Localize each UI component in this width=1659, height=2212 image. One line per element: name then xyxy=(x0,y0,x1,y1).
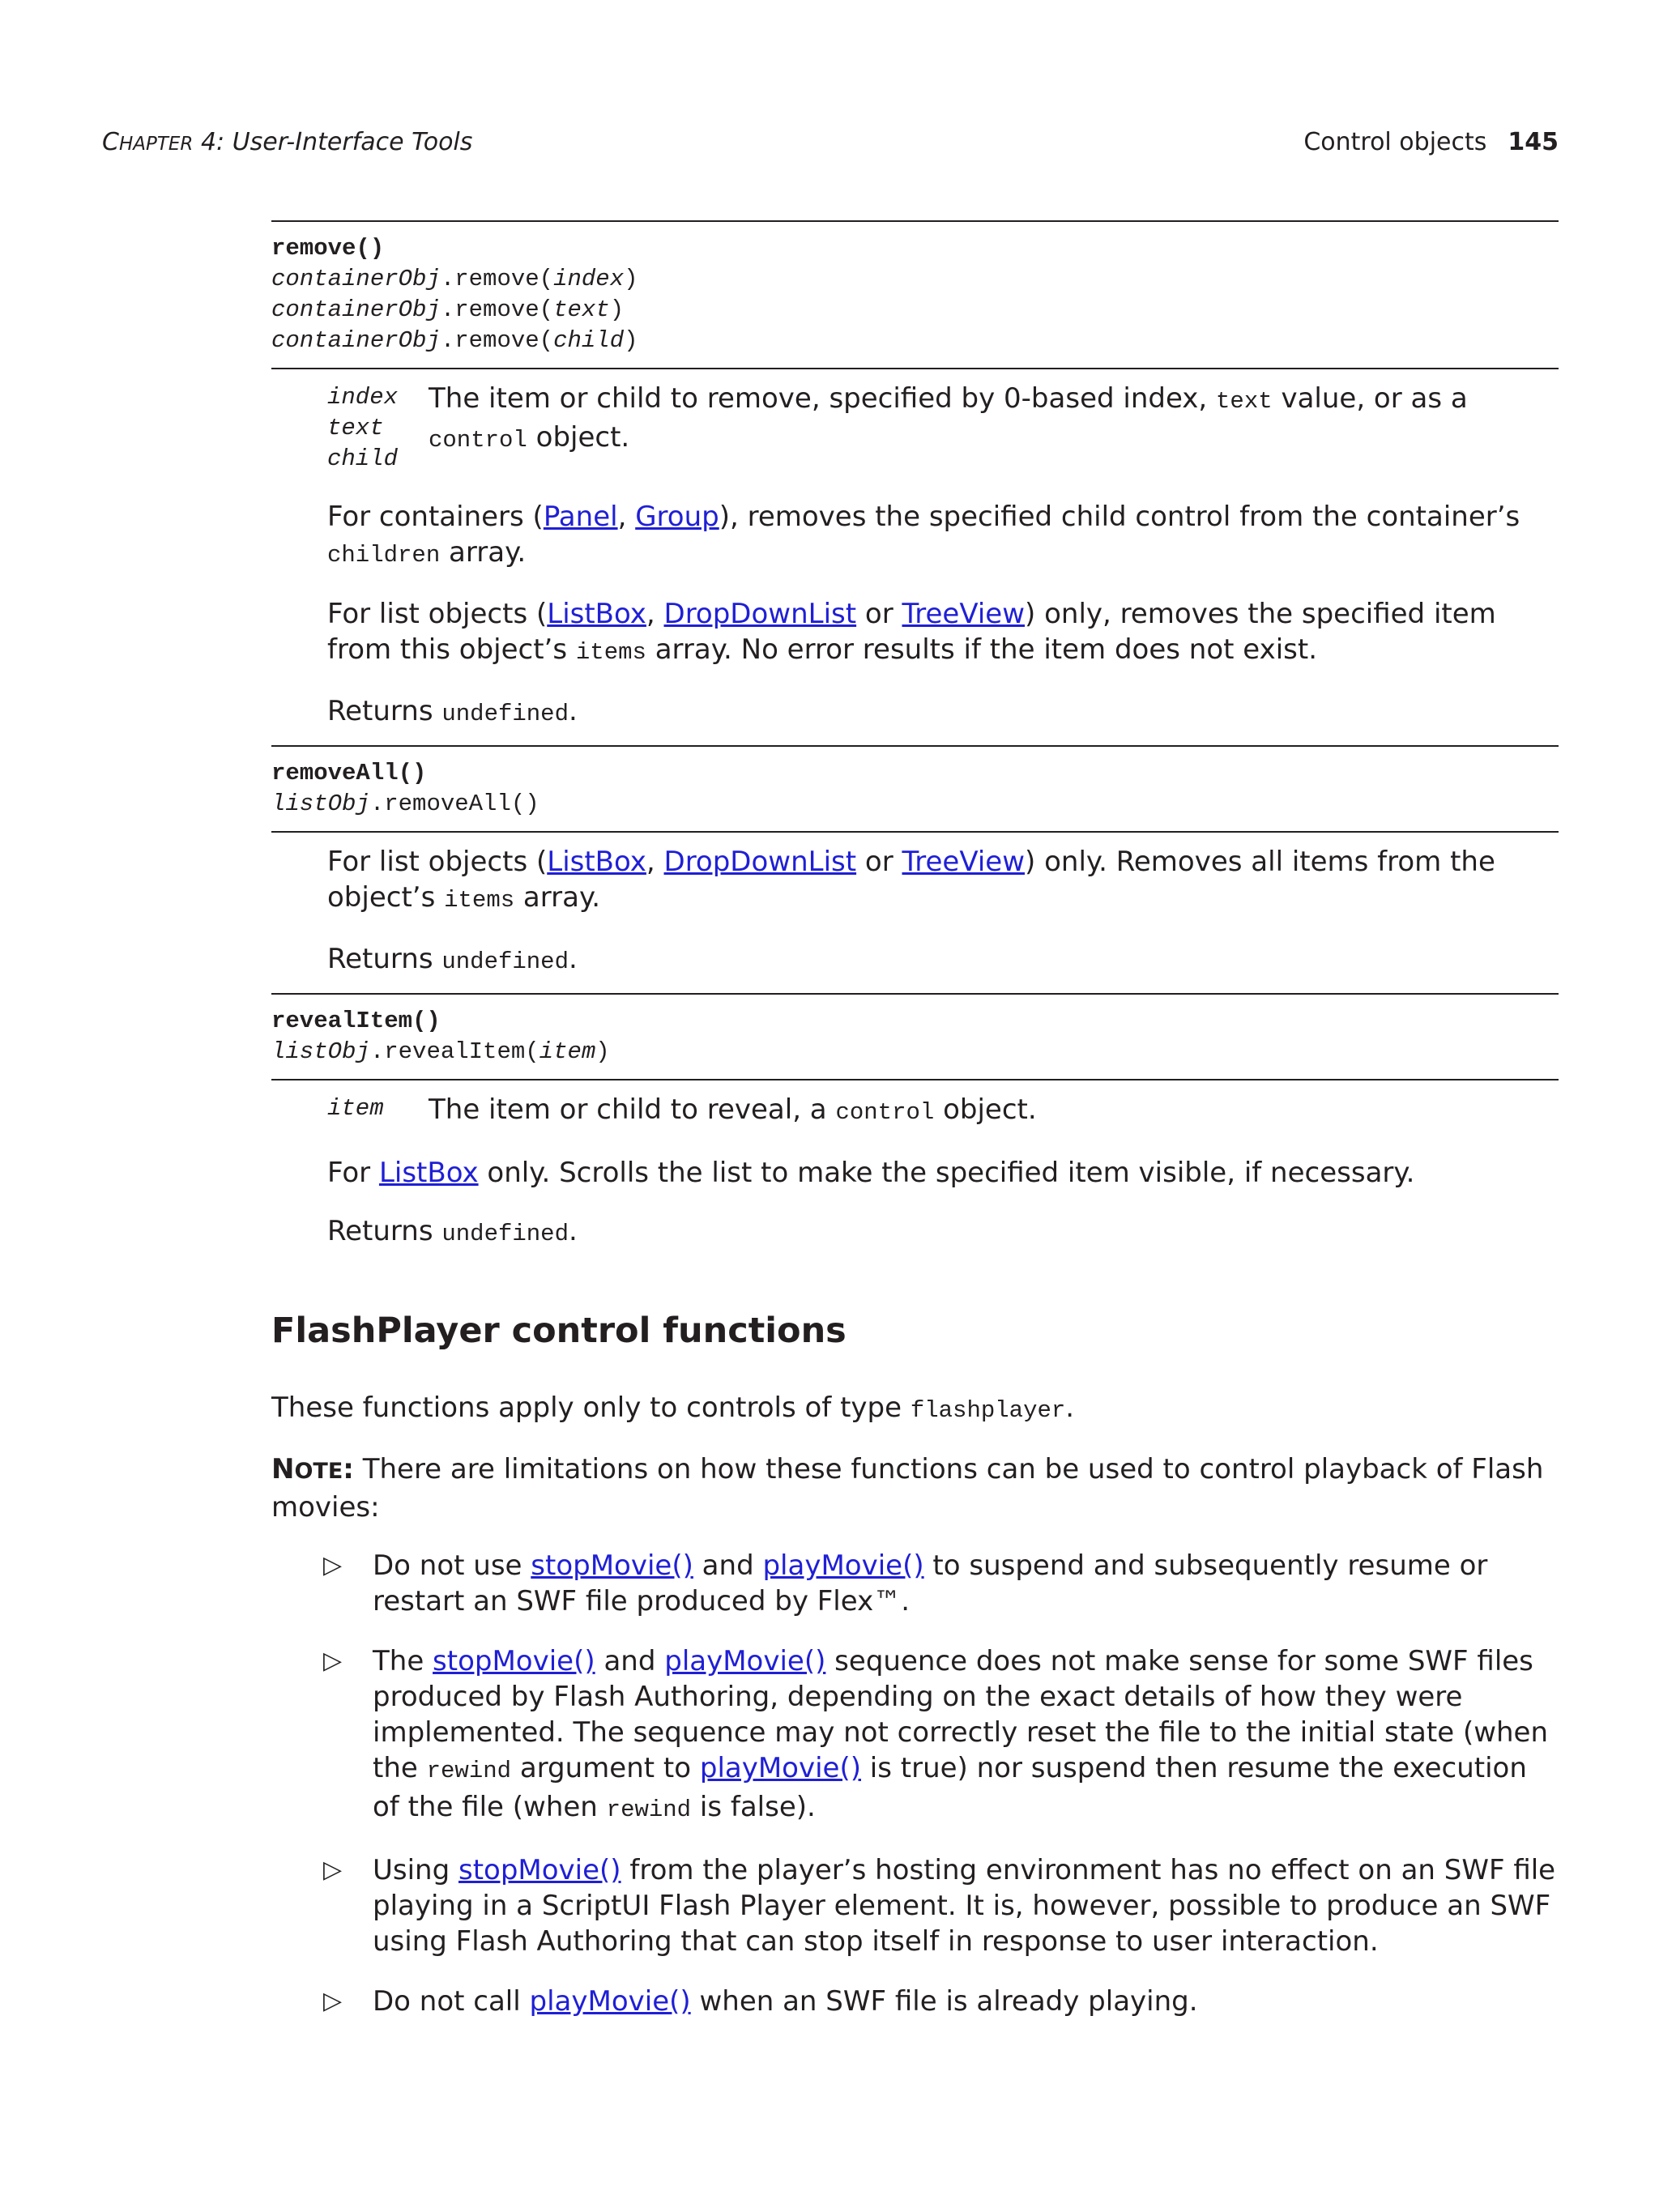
page-content xyxy=(271,220,1559,2044)
page-header xyxy=(102,128,1559,160)
returns-paragraph: Returns undefined. xyxy=(327,1215,578,1247)
removeall-signature: removeAll() listObj.removeAll() xyxy=(271,760,539,817)
section-title: Control objects xyxy=(1303,128,1487,156)
group-link[interactable]: Group xyxy=(635,501,719,533)
param-row xyxy=(327,381,1559,475)
list-item: ▷ The stopMovie() and playMovie() sequence does not make sense for some SWF files produced by Flash Authoring, depending on the exact details of how they were implemented. The sequence may not correctly reset the file to the initial state (when the rewind argument to playMovie() is true) nor suspend then resume the execution of the file (when rewind is false). xyxy=(323,1645,1549,1823)
list-item: ▷ Using stopMovie() from the player’s hosting environment has no effect on an SWF file playing in a ScriptUI Flash Player element. It is, however, possible to produce an SWF using Flash Authoring that can stop itself in response to user interaction. xyxy=(323,1854,1556,1958)
section-heading: FlashPlayer control functions xyxy=(271,1311,847,1351)
triangle-bullet-icon: ▷ xyxy=(323,1551,343,1579)
panel-link[interactable]: Panel xyxy=(543,501,618,533)
page-number: 145 xyxy=(1508,128,1559,156)
returns-paragraph: Returns undefined. xyxy=(327,695,578,727)
treeview-link[interactable]: TreeView xyxy=(902,598,1026,630)
playmovie-link[interactable]: playMovie() xyxy=(699,1752,861,1784)
removeall-description xyxy=(271,833,1559,993)
remove-description xyxy=(271,369,1559,745)
revealitem-signature: revealItem() listObj.revealItem(item) xyxy=(271,1008,610,1065)
removeall-paragraph: For list objects (ListBox, DropDownList or TreeView) only. Removes all items from the object’s items array. xyxy=(327,846,1495,914)
param-description: The item or child to reveal, a control object. xyxy=(429,1093,1037,1126)
param-names: item xyxy=(327,1095,384,1122)
running-head xyxy=(1303,128,1559,156)
playmovie-link[interactable]: playMovie() xyxy=(529,1985,691,2018)
param-description: The item or child to remove, specified by 0-based index, text value, or as a control object. xyxy=(429,382,1468,454)
listbox-link[interactable]: ListBox xyxy=(378,1157,479,1189)
playmovie-link[interactable]: playMovie() xyxy=(762,1549,924,1582)
listbox-link[interactable]: ListBox xyxy=(547,598,646,630)
revealitem-description xyxy=(271,1080,1559,1265)
chapter-title: CHAPTER 4: User-Interface Tools xyxy=(102,128,473,156)
listbox-link[interactable]: ListBox xyxy=(547,846,646,878)
playmovie-link[interactable]: playMovie() xyxy=(664,1645,826,1677)
dropdownlist-link[interactable]: DropDownList xyxy=(663,598,857,630)
triangle-bullet-icon: ▷ xyxy=(323,1856,343,1884)
triangle-bullet-icon: ▷ xyxy=(323,1647,343,1675)
remove-signature: remove() containerObj.remove(index) containerObj.remove(text) containerObj.remove(child) xyxy=(271,235,638,354)
triangle-bullet-icon: ▷ xyxy=(323,1987,343,2015)
dropdownlist-link[interactable]: DropDownList xyxy=(663,846,857,878)
treeview-link[interactable]: TreeView xyxy=(902,846,1026,878)
limitations-list xyxy=(271,1548,1559,2019)
note-paragraph: NOTE: There are limitations on how these functions can be used to control playback of Flash movies: xyxy=(271,1453,1544,1524)
param-names: index text child xyxy=(327,384,399,472)
returns-paragraph: Returns undefined. xyxy=(327,943,578,975)
intro-paragraph: These functions apply only to controls of type flashplayer. xyxy=(271,1392,1075,1424)
param-row xyxy=(327,1092,1559,1131)
containers-paragraph: For containers (Panel, Group), removes the specified child control from the container’s children array. xyxy=(327,501,1520,569)
stopmovie-link[interactable]: stopMovie() xyxy=(531,1549,693,1582)
list-item: ▷ Do not call playMovie() when an SWF file is already playing. xyxy=(323,1985,1198,2018)
list-item: ▷ Do not use stopMovie() and playMovie() to suspend and subsequently resume or restart an SWF file produced by Flex™. xyxy=(323,1549,1488,1617)
stopmovie-link[interactable]: stopMovie() xyxy=(458,1854,621,1886)
lists-paragraph: For list objects (ListBox, DropDownList or TreeView) only, removes the specified item from this object’s items array. No error results if the item does not exist. xyxy=(327,598,1496,666)
revealitem-paragraph: For ListBox only. Scrolls the list to make the specified item visible, if necessary. xyxy=(327,1157,1415,1189)
stopmovie-link[interactable]: stopMovie() xyxy=(433,1645,595,1677)
note-label: NOTE: xyxy=(271,1453,354,1485)
